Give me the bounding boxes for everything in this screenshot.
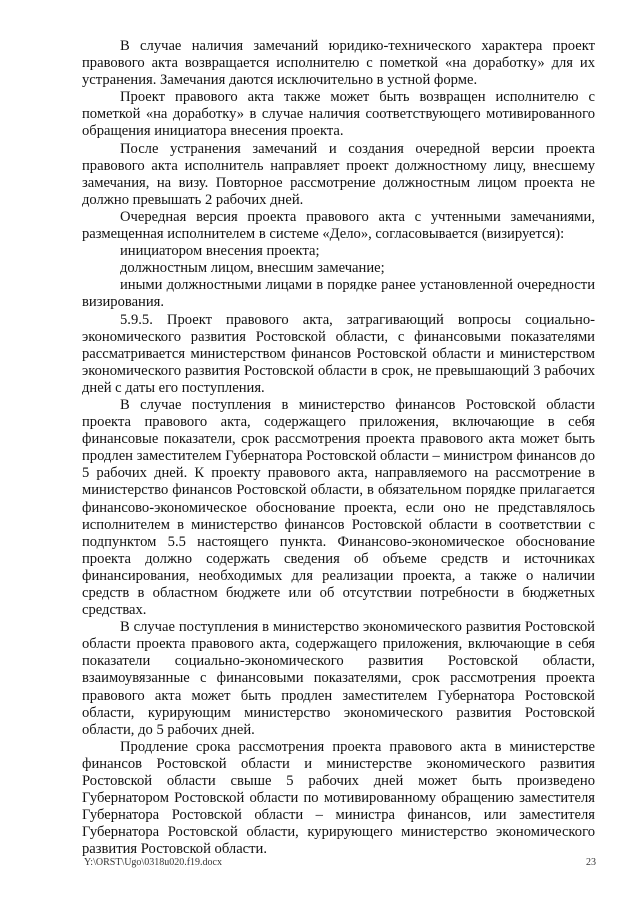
- page-number: 23: [586, 857, 596, 868]
- list-item-official: должностным лицом, внесшим замечание;: [120, 260, 385, 277]
- paragraph-finance-ministry: В случае поступления в министерство финансов Ростовской области проекта правового акта, содержащего приложения, включающие в себя финансовые показатели, срок рассмотрения проекта правового акта может быть продлен заместителем Губернатора Ростовской области – министром финансов до 5 рабочих дней. К проекту правового акта, направляемого на рассмотрение в министерство финансов Ростовской области, в обязательном порядке прилагается финансово-экономическое обоснование проекта, если оно не представлялось исполнителем в министерство финансов Ростовской области в соответствии с подпунктом 5.5 настоящего пункта. Финансово-экономическое обоснование проекта должно содержать сведения об объеме средств и источниках финансирования, необходимых для реализации проекта, а также о наличии средств в областном бюджете или об отсутствии потребности в бюджетных средствах.: [82, 396, 595, 619]
- paragraph-economy-ministry: В случае поступления в министерство экономического развития Ростовской области проекта правового акта, содержащего приложения, включающие в себя показатели социально-экономического развития Ростовской области, взаимоувязанные с финансовыми показателями, срок рассмотрения проекта правового акта может быть продлен заместителем Губернатора Ростовской области, курирующим министерство экономического развития Ростовской области, до 5 рабочих дней.: [82, 619, 595, 738]
- list-item-initiator: инициатором внесения проекта;: [120, 243, 320, 260]
- footer-file-path: Y:\ORST\Ugo\0318u020.f19.docx: [84, 857, 222, 868]
- paragraph-return-by-initiator: Проект правового акта также может быть возвращен исполнителю с пометкой «на доработку» в случае наличия соответствующего мотивированного обращения инициатора внесения проекта.: [82, 89, 595, 140]
- paragraph-new-version-approval: Очередная версия проекта правового акта с учтенными замечаниями, размещенная исполнителем в системе «Дело», согласовывается (визируется):: [82, 208, 595, 243]
- paragraph-term-extension: Продление срока рассмотрения проекта правового акта в министерстве финансов Ростовской области и министерстве экономического развития Ростовской области свыше 5 рабочих дней может быть произведено Губернатором Ростовской области по мотивированному обращению заместителя Губернатора Ростовской области – министра финансов, или заместителя Губернатора Ростовской области, курирующего министерство экономического развития Ростовской области.: [82, 738, 595, 858]
- list-item-other-officials: иными должностными лицами в порядке ранее установленной очередности визирования.: [82, 277, 595, 311]
- document-body: [82, 38, 595, 859]
- paragraph-remarks-return: В случае наличия замечаний юридико-технического характера проект правового акта возвращается исполнителю с пометкой «на доработку» для их устранения. Замечания даются исключительно в устной форме.: [82, 38, 595, 89]
- paragraph-revision-visa: После устранения замечаний и создания очередной версии проекта правового акта исполнитель направляет проект должностному лицу, внесшему замечания, на визу. Повторное рассмотрение должностным лицом проекта не должно превышать 2 рабочих дней.: [82, 140, 595, 208]
- paragraph-section-5-9-5: 5.9.5. Проект правового акта, затрагивающий вопросы социально-экономического развития Ростовской области, с финансовыми показателями рассматривается министерством финансов Ростовской области и министерством экономического развития Ростовской области в срок, не превышающий 3 рабочих дней с даты его поступления.: [82, 311, 595, 396]
